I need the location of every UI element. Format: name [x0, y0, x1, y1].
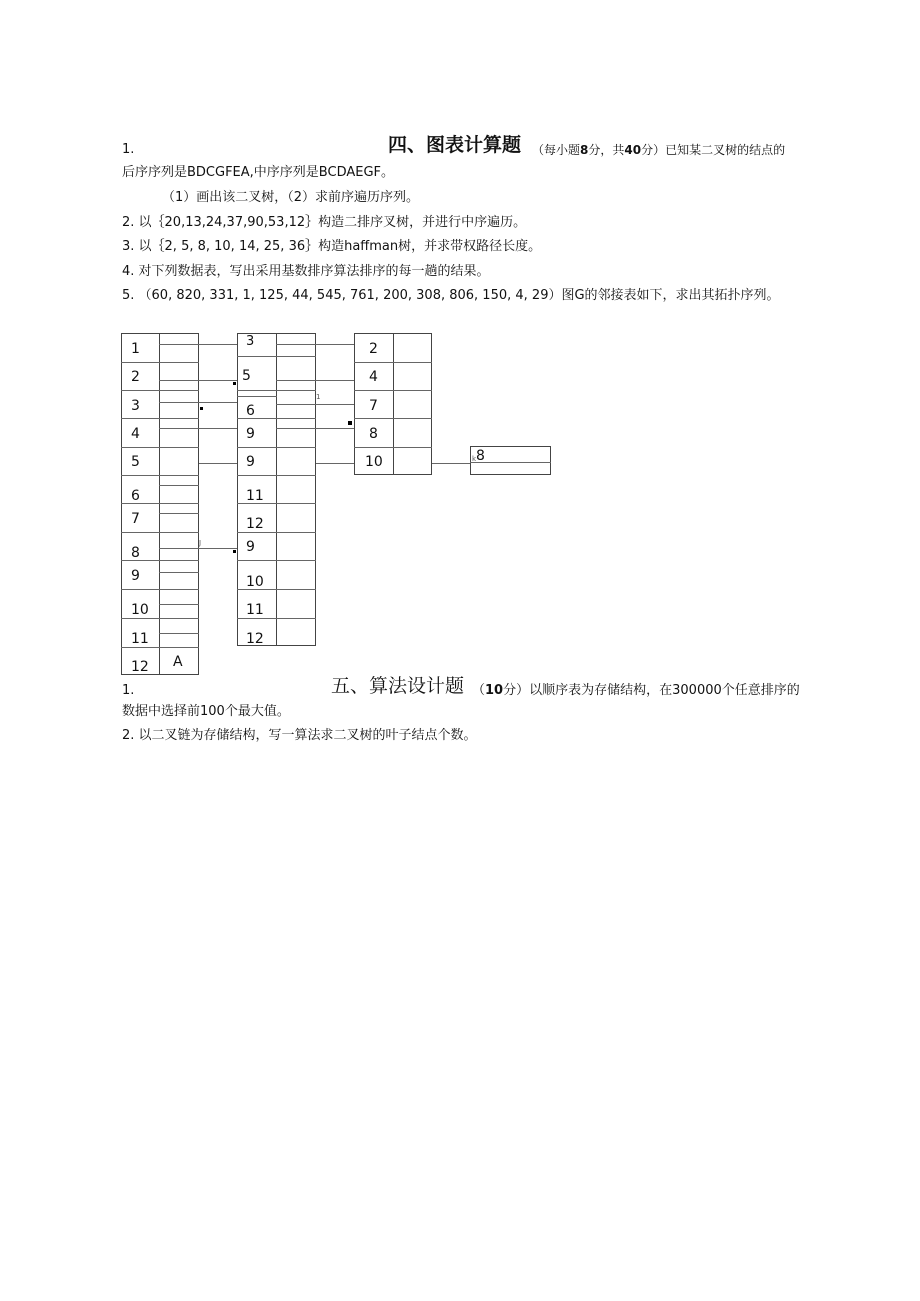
col1-index-column — [121, 333, 160, 675]
s5-q1-text-b: 数据中选择前100个最大值。 — [122, 704, 290, 719]
col3-node-7: 7 — [369, 398, 378, 414]
col1-vertex-3: 3 — [131, 398, 140, 414]
s5-q2-text: 2. 以二叉链为存储结构，写一算法求二叉树的叶子结点个数。 — [122, 728, 477, 743]
q3-text: 3. 以｛2, 5, 8, 10, 14, 25, 36｝构造haffman树，并求带权路径长度。 — [122, 239, 542, 254]
col2-node-3: 3 — [246, 334, 255, 349]
col3-node-8: 8 — [369, 426, 378, 442]
col2-node-9a: 9 — [246, 426, 255, 442]
q1-text-a: 已知某二叉树的结点的 — [665, 143, 786, 157]
col2-node-12b: 12 — [246, 631, 264, 647]
mark-1: 1 — [316, 393, 321, 401]
col3-next-column — [393, 333, 432, 475]
far-node-value: 8 — [476, 448, 485, 464]
col2-node-10: 10 — [246, 574, 264, 590]
s5-q1-text-a: 以顺序表为存储结构，在300000个任意排序的 — [529, 683, 800, 698]
col1-vertex-5: 5 — [131, 454, 140, 470]
section5-title: 五、算法设计题 — [331, 675, 465, 697]
q1-text-b: 后序序列是BDCGFEA,中序序列是BCDAEGF。 — [122, 165, 395, 180]
section4-number: 1. — [122, 142, 135, 157]
col2-node-11b: 11 — [246, 602, 264, 618]
section5-line1 — [122, 675, 832, 700]
col2-node-5: 5 — [242, 368, 251, 384]
col1-vertex-1: 1 — [131, 341, 140, 357]
section5-note: （10分）以顺序表为存储结构，在300000个任意排序的 — [472, 683, 800, 698]
col1-vertex-7: 7 — [131, 511, 140, 527]
q2-text: 2. 以｛20,13,24,37,90,53,12｝构造二排序叉树，并进行中序遍历。 — [122, 215, 527, 230]
q5-text: 5. （60, 820, 331, 1, 125, 44, 545, 761, 200, 308, 806, 150, 4, 29）图G的邻接表如下，求出其拓扑序列。 — [122, 288, 780, 303]
col1-vertex-11: 11 — [131, 631, 149, 647]
q1-text-c: （1）画出该二叉树，（2）求前序遍历序列。 — [162, 190, 420, 205]
col1-vertex-8: 8 — [131, 545, 140, 561]
col1-vertex-9: 9 — [131, 568, 140, 584]
section4-note: （每小题8分，共40分）已知某二叉树的结点的 — [532, 143, 786, 157]
col1-vertex-12: 12 — [131, 659, 149, 675]
col3-node-4: 4 — [369, 369, 378, 385]
col1-vertex-12-info: A — [173, 654, 183, 670]
col3-node-10: 10 — [365, 454, 383, 470]
col1-vertex-4: 4 — [131, 426, 140, 442]
col2-node-6: 6 — [246, 403, 255, 419]
far-node-mark: k — [472, 455, 477, 463]
section5-number: 1. — [122, 683, 135, 698]
col1-vertex-6: 6 — [131, 488, 140, 504]
col3-node-2: 2 — [369, 341, 378, 357]
section4-title: 四、图表计算题 — [388, 134, 522, 156]
col1-vertex-2: 2 — [131, 369, 140, 385]
col1-vertex-10: 10 — [131, 602, 149, 618]
col2-node-12a: 12 — [246, 516, 264, 532]
q4-text: 4. 对下列数据表，写出采用基数排序算法排序的每一趟的结果。 — [122, 264, 490, 279]
col1-pointer-column — [159, 333, 202, 675]
col2-node-9b: 9 — [246, 454, 255, 470]
mark-j: J — [199, 539, 202, 547]
col2-node-11a: 11 — [246, 488, 264, 504]
col2-node-9c: 9 — [246, 539, 255, 555]
